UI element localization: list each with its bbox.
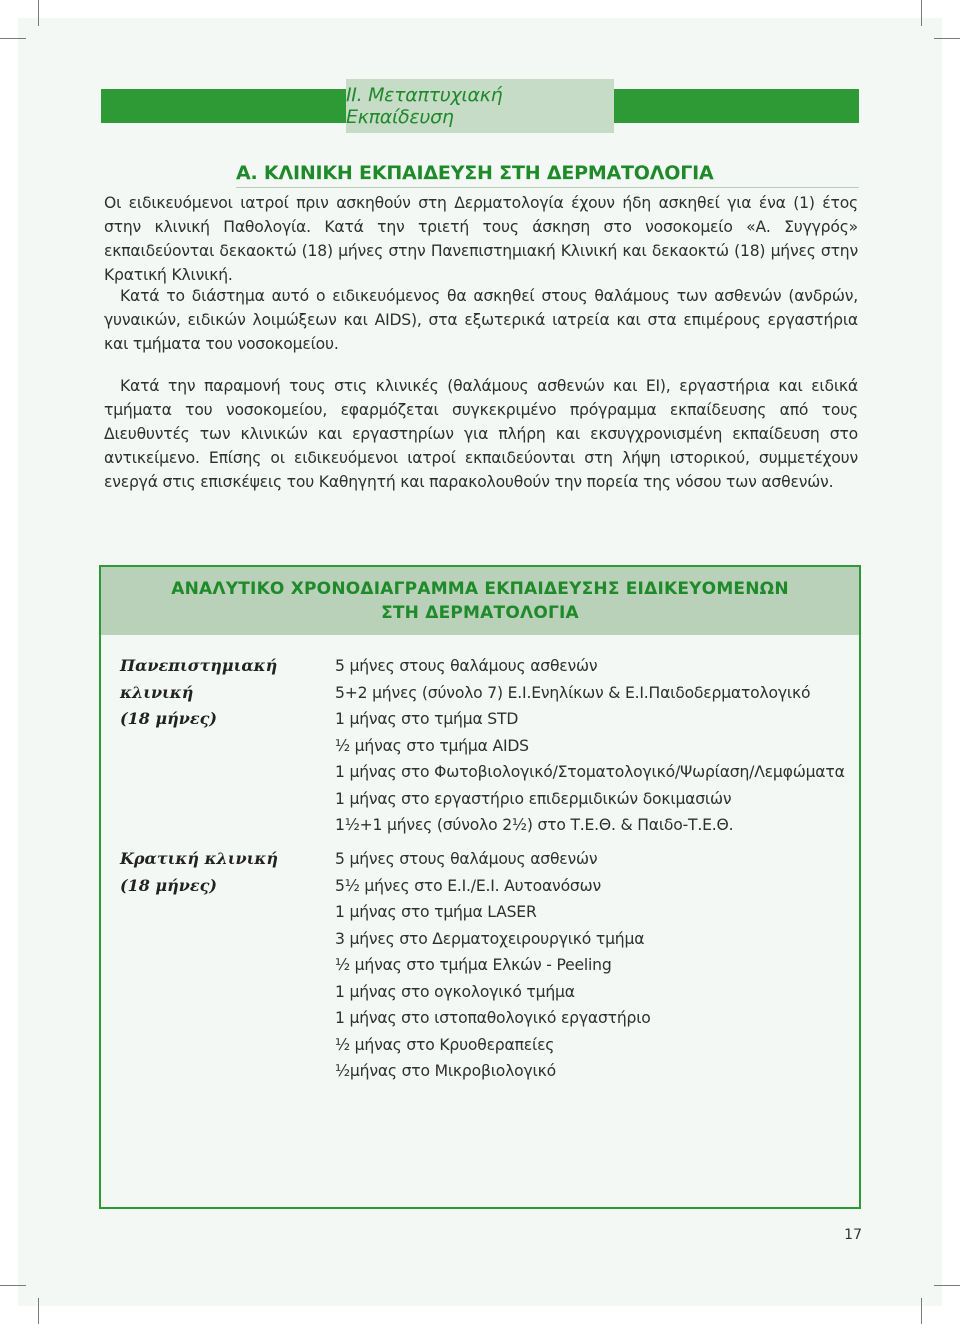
crop-mark [934, 1285, 960, 1286]
section-title: Α. ΚΛΙΝΙΚΗ ΕΚΠΑΙΔΕΥΣΗ ΣΤΗ ΔΕΡΜΑΤΟΛΟΓΙΑ [236, 162, 714, 184]
list-item: 1½+1 μήνες (σύνολο 2½) στο Τ.Ε.Θ. & Παιδο-Τ.Ε.Θ. [335, 816, 734, 834]
list-item: 5 μήνες στους θαλάμους ασθενών [335, 850, 598, 868]
crop-mark [0, 38, 26, 39]
list-item: 1 μήνας στο εργαστήριο επιδερμιδικών δοκιμασιών [335, 789, 732, 808]
list-item: ½ μήνας στο τμήμα Ελκών - Peeling [335, 956, 612, 974]
crop-mark [921, 1298, 922, 1324]
schedule-box-header [101, 567, 859, 635]
list-item: 5+2 μήνες (σύνολο 7) Ε.Ι.Ενηλίκων & Ε.Ι.Παιδοδερματολογικό [335, 683, 811, 702]
list-item: 1 μήνας στο ιστοπαθολογικό εργαστήριο [335, 1009, 651, 1027]
group-label-name: Κρατική κλινική [120, 849, 278, 868]
list-item: 1 μήνας στο τμήμα LASER [335, 903, 537, 921]
list-item: 1 μήνας στο τμήμα STD [335, 710, 519, 728]
crop-mark [921, 0, 922, 26]
list-item: 3 μήνες στο Δερματοχειρουργικό τμήμα [335, 929, 645, 948]
group-label [120, 846, 330, 899]
group-label-duration: (18 μήνες) [120, 875, 217, 895]
paragraph: Κατά το διάστημα αυτό ο ειδικευόμενος θα ασκηθεί στους θαλάμους των ασθενών (ανδρών, γυναικών, ειδικών λοιμώξεων και AIDS), στα εξωτερικά ιατρεία και στα επιμέρους εργαστήρια και τμήματα του νοσοκομείου. [104, 287, 858, 353]
list-item: ½μήνας στο Μικροβιολογικό [335, 1062, 556, 1080]
group-label [120, 653, 330, 733]
schedule-title-line: ΑΝΑΛΥΤΙΚΟ ΧΡΟΝΟΔΙΑΓΡΑΜΜΑ ΕΚΠΑΙΔΕΥΣΗΣ ΕΙΔΙΚΕΥΟΜΕΝΩΝ [171, 579, 789, 599]
crop-mark [0, 1285, 26, 1286]
schedule-box [99, 565, 861, 1209]
paragraph: Οι ειδικευόμενοι ιατροί πριν ασκηθούν στη Δερματολογία έχουν ήδη ασκηθεί για ένα (1) έτος στην κλινική Παθολογία. Κατά την τριετή τους άσκηση στο νοσοκομείο «Α. Συγγρός» εκπαιδεύονται δεκαοκτώ (18) μήνες στην Πανεπιστημιακή Κλινική και δεκαοκτώ (18) μήνες στην Κρατική Κλινική. [104, 194, 858, 284]
page-number: 17 [844, 1227, 862, 1243]
crop-mark [934, 38, 960, 39]
title-divider [236, 187, 859, 188]
section-header-label: ΙΙ. Μεταπτυχιακή Εκπαίδευση [346, 84, 503, 128]
list-item: ½ μήνας στο Κρυοθεραπείες [335, 1035, 555, 1054]
group-items [335, 653, 855, 839]
paragraph: Κατά την παραμονή τους στις κλινικές (θαλάμους ασθενών και ΕΙ), εργαστήρια και ειδικά τμήματα του νοσοκομείου, εφαρμόζεται συγκεκριμένο πρόγραμμα εκπαίδευσης από τους Διευθυντές των κλινικών και εργαστηρίων για πλήρη και εκσυγχρονισμένη εκπαίδευση στο αντικείμενο. Επίσης οι ειδικευόμενοι ιατροί εκπαιδεύονται στη λήψη ιστορικού, συμμετέχουν ενεργά στις επισκέψεις του Καθηγητή και παρακολουθούν την πορεία της νόσου των ασθενών. [104, 377, 858, 491]
group-label-duration: (18 μήνες) [120, 709, 217, 728]
group-items [335, 846, 855, 1085]
section-header-tab [346, 79, 614, 133]
group-label-name: Πανεπιστημιακή κλινική [120, 656, 278, 702]
list-item: 5½ μήνες στο Ε.Ι./Ε.Ι. Αυτοανόσων [335, 876, 601, 895]
list-item: 5 μήνες στους θαλάμους ασθενών [335, 657, 598, 675]
list-item: ½ μήνας στο τμήμα AIDS [335, 736, 529, 755]
schedule-title-line: ΣΤΗ ΔΕΡΜΑΤΟΛΟΓΙΑ [381, 603, 579, 623]
crop-mark [38, 1298, 39, 1324]
crop-mark [38, 0, 39, 26]
list-item: 1 μήνας στο ογκολογικό τμήμα [335, 982, 575, 1001]
list-item: 1 μήνας στο Φωτοβιολογικό/Στοματολογικό/Ψωρίαση/Λεμφώματα [335, 763, 845, 781]
